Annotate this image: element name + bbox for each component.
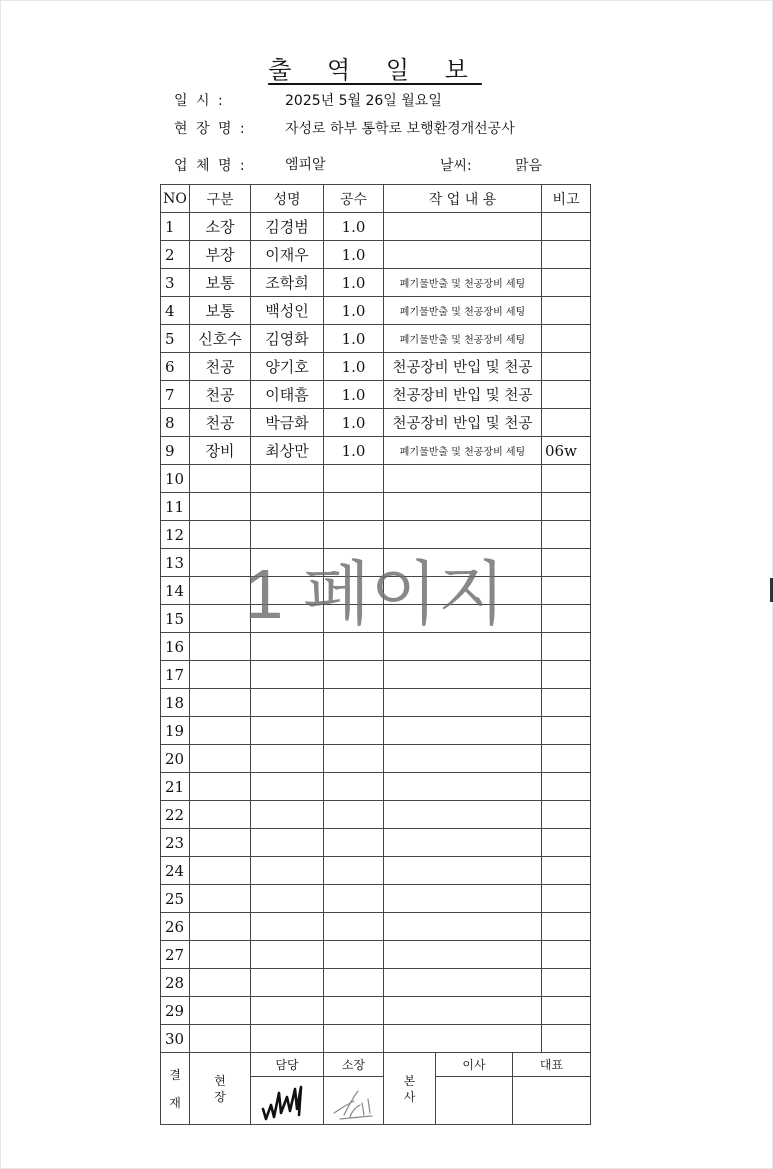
row-type [190,689,251,717]
row-name: 백성인 [251,297,324,325]
row-no: 9 [161,437,190,465]
row-no: 13 [161,549,190,577]
row-work [384,493,542,521]
row-type [190,717,251,745]
row-type [190,913,251,941]
row-type [190,745,251,773]
row-note [542,409,591,437]
row-note [542,381,591,409]
row-no: 5 [161,325,190,353]
row-type [190,577,251,605]
row-work [384,549,542,577]
row-name [251,549,324,577]
row-name [251,773,324,801]
row-days: 1.0 [324,297,384,325]
row-note [542,633,591,661]
row-name: 이태흠 [251,381,324,409]
row-name [251,801,324,829]
row-type [190,549,251,577]
row-name: 양기호 [251,353,324,381]
row-work [384,801,542,829]
row-days [324,633,384,661]
page-watermark: 1 페이지 [244,555,506,633]
row-no: 30 [161,1025,190,1053]
row-no: 26 [161,913,190,941]
row-days: 1.0 [324,437,384,465]
row-days [324,521,384,549]
row-note [542,213,591,241]
row-note [542,773,591,801]
row-no: 28 [161,969,190,997]
table-row [161,745,591,773]
row-note [542,521,591,549]
row-type [190,997,251,1025]
row-note [542,577,591,605]
row-days [324,493,384,521]
company-value: 엠피알 [285,157,326,173]
row-days [324,605,384,633]
row-name [251,829,324,857]
table-row [161,437,591,465]
row-no: 14 [161,577,190,605]
table-row [161,1025,591,1053]
row-days: 1.0 [324,241,384,269]
row-name [251,577,324,605]
approval-site-group [190,1053,251,1125]
row-days [324,717,384,745]
row-name [251,605,324,633]
row-name [251,465,324,493]
table-row [161,857,591,885]
row-work [384,465,542,493]
row-name [251,941,324,969]
row-days: 1.0 [324,269,384,297]
row-note [542,885,591,913]
row-work [384,241,542,269]
row-days [324,1025,384,1053]
row-type: 천공 [190,381,251,409]
row-days: 1.0 [324,353,384,381]
table-row [161,717,591,745]
weather-label: 날씨: [440,158,472,174]
row-note [542,829,591,857]
table-row [161,213,591,241]
row-name [251,689,324,717]
table-row [161,381,591,409]
row-note [542,997,591,1025]
row-work [384,941,542,969]
table-row [161,633,591,661]
row-no: 12 [161,521,190,549]
row-name [251,885,324,913]
row-note: 06w [542,437,591,465]
table-row [161,605,591,633]
row-type [190,633,251,661]
row-note [542,353,591,381]
row-no: 21 [161,773,190,801]
date-value: 2025년 5월 26일 월요일 [285,93,442,109]
row-note [542,1025,591,1053]
row-name: 조학희 [251,269,324,297]
table-row [161,997,591,1025]
approval-table [160,1052,591,1125]
site-label: 현 장 명 : [174,121,247,137]
row-no: 17 [161,661,190,689]
row-no: 2 [161,241,190,269]
row-note [542,913,591,941]
row-type [190,493,251,521]
table-row [161,353,591,381]
table-row [161,325,591,353]
row-no: 7 [161,381,190,409]
row-type [190,941,251,969]
manager-header: 담당 [251,1053,324,1077]
row-note [542,269,591,297]
row-no: 29 [161,997,190,1025]
row-days: 1.0 [324,213,384,241]
table-row [161,409,591,437]
row-type [190,773,251,801]
row-no: 23 [161,829,190,857]
row-work [384,717,542,745]
row-work [384,577,542,605]
row-no: 3 [161,269,190,297]
row-work [384,605,542,633]
row-no: 15 [161,605,190,633]
row-work: 천공장비 반입 및 천공 [384,353,542,381]
row-note [542,605,591,633]
row-name: 김영화 [251,325,324,353]
row-type [190,885,251,913]
row-days [324,745,384,773]
table-row [161,773,591,801]
row-no: 25 [161,885,190,913]
row-days [324,969,384,997]
row-note [542,941,591,969]
row-work [384,689,542,717]
row-name: 박금화 [251,409,324,437]
row-note [542,969,591,997]
row-no: 19 [161,717,190,745]
row-days [324,941,384,969]
table-row [161,521,591,549]
table-row [161,801,591,829]
attendance-table [160,184,591,1053]
row-type [190,1025,251,1053]
row-type [190,829,251,857]
row-work [384,885,542,913]
row-no: 11 [161,493,190,521]
row-days [324,661,384,689]
row-note [542,689,591,717]
row-name [251,745,324,773]
row-days [324,913,384,941]
row-work [384,997,542,1025]
table-row [161,689,591,717]
table-header-row [161,185,591,213]
row-work [384,773,542,801]
approval-hq-group [384,1053,436,1125]
row-note [542,241,591,269]
row-name: 최상만 [251,437,324,465]
row-no: 10 [161,465,190,493]
row-type [190,521,251,549]
row-no: 22 [161,801,190,829]
row-work: 폐기물반출 및 천공장비 세팅 [384,325,542,353]
header-name: 성명 [251,185,324,213]
director-signature-box [324,1077,384,1125]
table-row [161,885,591,913]
row-name [251,997,324,1025]
table-row [161,829,591,857]
row-name [251,717,324,745]
header-note: 비고 [542,185,591,213]
row-type: 천공 [190,353,251,381]
exec-signature-box [436,1077,513,1125]
row-work [384,829,542,857]
row-type [190,969,251,997]
row-days [324,549,384,577]
row-type [190,661,251,689]
row-days: 1.0 [324,325,384,353]
row-name: 이재우 [251,241,324,269]
row-no: 16 [161,633,190,661]
ceo-signature-box [513,1077,591,1125]
row-days [324,465,384,493]
row-no: 8 [161,409,190,437]
row-type [190,801,251,829]
row-type: 장비 [190,437,251,465]
row-no: 20 [161,745,190,773]
document-title: 출 역 일 보 [268,56,482,84]
ceo-header: 대표 [513,1053,591,1077]
row-work [384,913,542,941]
table-row [161,297,591,325]
row-type: 소장 [190,213,251,241]
row-days [324,773,384,801]
row-no: 27 [161,941,190,969]
row-note [542,857,591,885]
row-name [251,857,324,885]
row-no: 18 [161,689,190,717]
row-work [384,521,542,549]
table-row [161,577,591,605]
weather-value: 맑음 [515,158,543,174]
director-signature [326,1079,382,1123]
row-work: 천공장비 반입 및 천공 [384,409,542,437]
header-type: 구분 [190,185,251,213]
row-name [251,1025,324,1053]
row-days [324,689,384,717]
row-name: 김경범 [251,213,324,241]
row-type: 천공 [190,409,251,437]
row-work [384,1025,542,1053]
row-no: 4 [161,297,190,325]
site-value: 자성로 하부 통학로 보행환경개선공사 [285,121,515,137]
row-no: 6 [161,353,190,381]
table-row [161,465,591,493]
date-label: 일 시 : [174,93,225,109]
row-note [542,493,591,521]
row-work: 폐기물반출 및 천공장비 세팅 [384,269,542,297]
row-note [542,297,591,325]
table-row [161,661,591,689]
row-type [190,857,251,885]
approval-label-text: 결재 [169,1067,181,1110]
director-header: 소장 [324,1053,384,1077]
row-days [324,997,384,1025]
header-work: 작 업 내 용 [384,185,542,213]
row-note [542,549,591,577]
header-no: NO [161,185,190,213]
row-no: 1 [161,213,190,241]
row-type: 부장 [190,241,251,269]
row-name [251,493,324,521]
row-days [324,829,384,857]
row-work [384,857,542,885]
company-label: 업 체 명 : [174,158,247,174]
row-note [542,717,591,745]
row-work [384,969,542,997]
row-note [542,661,591,689]
row-name [251,661,324,689]
row-note [542,745,591,773]
table-row [161,913,591,941]
row-work [384,633,542,661]
row-work: 폐기물반출 및 천공장비 세팅 [384,437,542,465]
row-name [251,969,324,997]
row-type: 보통 [190,269,251,297]
row-name [251,521,324,549]
manager-signature-box [251,1077,324,1125]
manager-signature [257,1079,317,1123]
row-days [324,801,384,829]
row-no: 24 [161,857,190,885]
row-work [384,661,542,689]
row-days: 1.0 [324,409,384,437]
row-type: 신호수 [190,325,251,353]
hq-group-text: 본사 [403,1073,416,1104]
table-row [161,969,591,997]
table-row [161,549,591,577]
row-days [324,885,384,913]
table-row [161,241,591,269]
table-row [161,269,591,297]
table-row [161,941,591,969]
row-work: 천공장비 반입 및 천공 [384,381,542,409]
site-group-text: 현장 [214,1073,226,1104]
row-note [542,325,591,353]
row-type [190,605,251,633]
row-work: 폐기물반출 및 천공장비 세팅 [384,297,542,325]
row-type [190,465,251,493]
row-work [384,213,542,241]
row-work [384,745,542,773]
row-days [324,577,384,605]
header-days: 공수 [324,185,384,213]
row-note [542,465,591,493]
row-name [251,633,324,661]
row-name [251,913,324,941]
table-row [161,493,591,521]
row-days [324,857,384,885]
row-days: 1.0 [324,381,384,409]
row-type: 보통 [190,297,251,325]
exec-header: 이사 [436,1053,513,1077]
approval-section-label [161,1053,190,1125]
row-note [542,801,591,829]
